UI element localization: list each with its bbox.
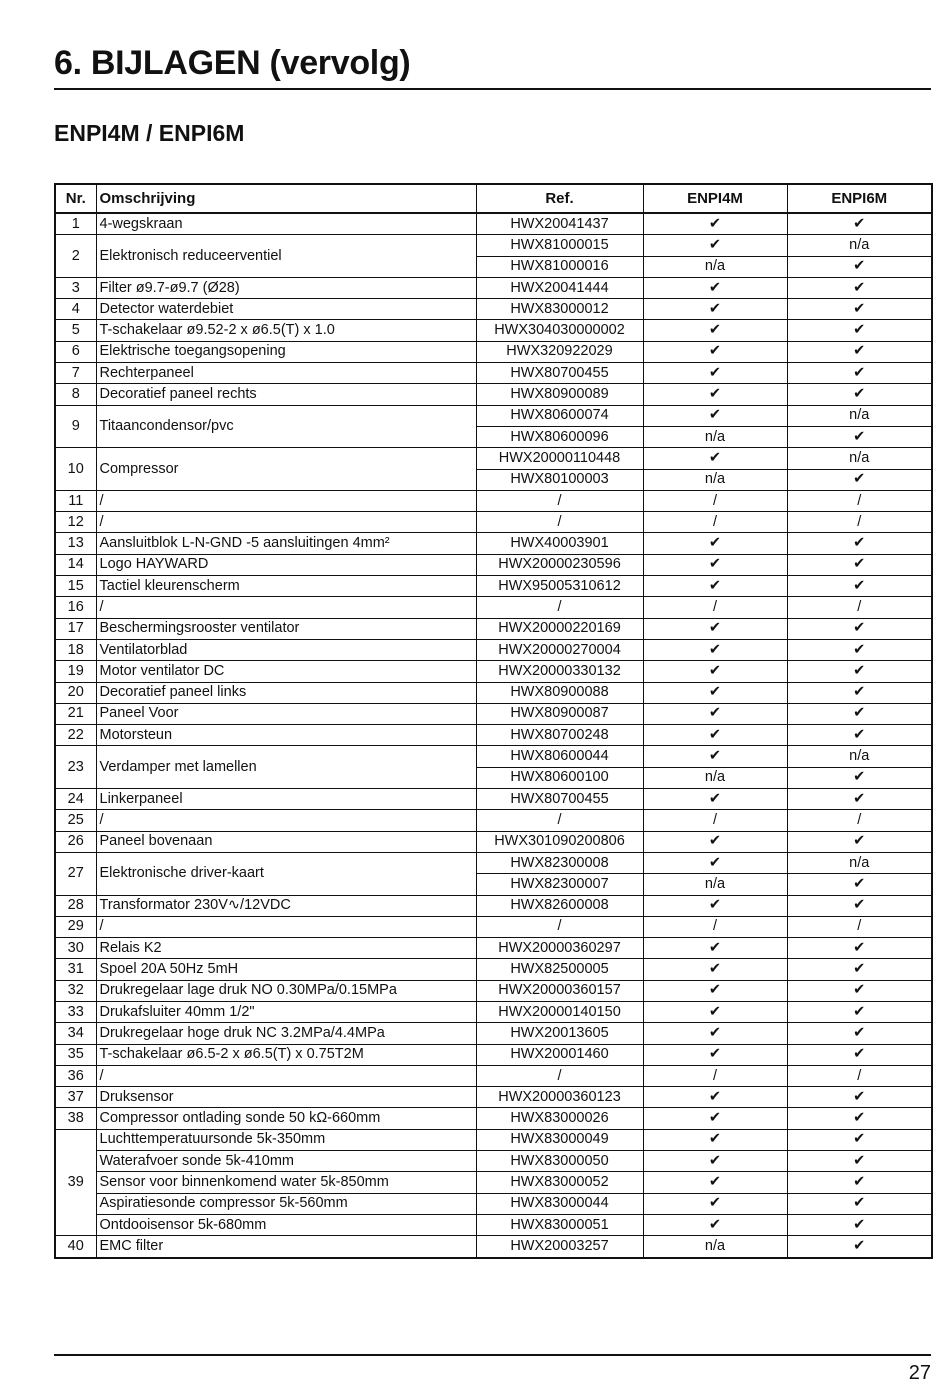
enpi6m-availability: n/a bbox=[787, 448, 932, 469]
item-number: 3 bbox=[55, 277, 96, 298]
table-row bbox=[55, 980, 932, 1001]
item-number: 36 bbox=[55, 1065, 96, 1086]
item-reference: HWX82300008 bbox=[476, 852, 643, 873]
item-reference: HWX80600096 bbox=[476, 426, 643, 447]
enpi4m-availability: n/a bbox=[643, 426, 787, 447]
table-row bbox=[55, 1236, 932, 1258]
enpi6m-availability: ✔ bbox=[787, 426, 932, 447]
title-divider bbox=[54, 88, 931, 90]
table-row bbox=[55, 490, 932, 511]
enpi6m-availability: ✔ bbox=[787, 1193, 932, 1214]
item-number: 24 bbox=[55, 789, 96, 810]
item-reference: HWX80900088 bbox=[476, 682, 643, 703]
item-reference: HWX20041437 bbox=[476, 213, 643, 235]
item-reference: / bbox=[476, 1065, 643, 1086]
enpi6m-availability: ✔ bbox=[787, 277, 932, 298]
table-row bbox=[55, 639, 932, 660]
enpi6m-availability: / bbox=[787, 1065, 932, 1086]
enpi6m-availability: / bbox=[787, 512, 932, 533]
table-row bbox=[55, 831, 932, 852]
enpi6m-availability: ✔ bbox=[787, 959, 932, 980]
item-reference: HWX82500005 bbox=[476, 959, 643, 980]
enpi4m-availability: ✔ bbox=[643, 576, 787, 597]
table-row bbox=[55, 810, 932, 831]
item-reference: HWX80700248 bbox=[476, 725, 643, 746]
item-number: 31 bbox=[55, 959, 96, 980]
enpi6m-availability: ✔ bbox=[787, 533, 932, 554]
item-description: / bbox=[96, 916, 476, 937]
item-description: Ontdooisensor 5k-680mm bbox=[96, 1214, 476, 1235]
enpi6m-availability: / bbox=[787, 597, 932, 618]
item-reference: HWX20000230596 bbox=[476, 554, 643, 575]
table-header-row bbox=[55, 184, 932, 213]
item-number: 16 bbox=[55, 597, 96, 618]
enpi6m-availability: ✔ bbox=[787, 639, 932, 660]
item-description: / bbox=[96, 810, 476, 831]
item-reference: HWX301090200806 bbox=[476, 831, 643, 852]
enpi4m-availability: ✔ bbox=[643, 1001, 787, 1022]
item-number: 14 bbox=[55, 554, 96, 575]
item-description: Drukregelaar lage druk NO 0.30MPa/0.15MPa bbox=[96, 980, 476, 1001]
enpi6m-availability: ✔ bbox=[787, 384, 932, 405]
item-description: Aansluitblok L-N-GND -5 aansluitingen 4mm² bbox=[96, 533, 476, 554]
table-row bbox=[55, 512, 932, 533]
item-number: 10 bbox=[55, 448, 96, 491]
enpi4m-availability: ✔ bbox=[643, 639, 787, 660]
enpi4m-availability: ✔ bbox=[643, 618, 787, 639]
enpi4m-availability: / bbox=[643, 916, 787, 937]
item-number: 21 bbox=[55, 703, 96, 724]
enpi6m-availability: ✔ bbox=[787, 831, 932, 852]
enpi4m-availability: ✔ bbox=[643, 980, 787, 1001]
item-number: 7 bbox=[55, 363, 96, 384]
item-number: 11 bbox=[55, 490, 96, 511]
enpi4m-availability: / bbox=[643, 810, 787, 831]
enpi6m-availability: / bbox=[787, 810, 932, 831]
item-reference: HWX83000044 bbox=[476, 1193, 643, 1214]
item-number: 19 bbox=[55, 661, 96, 682]
item-description: / bbox=[96, 597, 476, 618]
item-description: Drukregelaar hoge druk NC 3.2MPa/4.4MPa bbox=[96, 1023, 476, 1044]
item-number: 34 bbox=[55, 1023, 96, 1044]
item-number: 8 bbox=[55, 384, 96, 405]
enpi4m-availability: ✔ bbox=[643, 661, 787, 682]
table-row bbox=[55, 1087, 932, 1108]
item-description: / bbox=[96, 512, 476, 533]
item-reference: / bbox=[476, 512, 643, 533]
page-title: 6. BIJLAGEN (vervolg) bbox=[54, 44, 411, 82]
enpi4m-availability: ✔ bbox=[643, 895, 787, 916]
enpi4m-availability: ✔ bbox=[643, 725, 787, 746]
item-reference: HWX320922029 bbox=[476, 341, 643, 362]
item-description: Relais K2 bbox=[96, 938, 476, 959]
item-number: 20 bbox=[55, 682, 96, 703]
enpi4m-availability: ✔ bbox=[643, 533, 787, 554]
item-reference: / bbox=[476, 810, 643, 831]
item-description: Elektronische driver-kaart bbox=[96, 852, 476, 895]
item-description: 4-wegskraan bbox=[96, 213, 476, 235]
item-description: Motorsteun bbox=[96, 725, 476, 746]
item-number: 35 bbox=[55, 1044, 96, 1065]
item-description: Filter ø9.7-ø9.7 (Ø28) bbox=[96, 277, 476, 298]
item-reference: HWX83000049 bbox=[476, 1129, 643, 1150]
enpi4m-availability: ✔ bbox=[643, 1151, 787, 1172]
enpi4m-availability: ✔ bbox=[643, 1129, 787, 1150]
enpi6m-availability: ✔ bbox=[787, 363, 932, 384]
enpi4m-availability: ✔ bbox=[643, 1108, 787, 1129]
column-header-nr: Nr. bbox=[55, 184, 96, 213]
table-row bbox=[55, 1214, 932, 1235]
table-row bbox=[55, 384, 932, 405]
item-number: 39 bbox=[55, 1129, 96, 1235]
table-row bbox=[55, 1001, 932, 1022]
item-description: Logo HAYWARD bbox=[96, 554, 476, 575]
enpi4m-availability: ✔ bbox=[643, 682, 787, 703]
table-row bbox=[55, 1065, 932, 1086]
enpi4m-availability: / bbox=[643, 490, 787, 511]
item-reference: HWX80900089 bbox=[476, 384, 643, 405]
enpi6m-availability: ✔ bbox=[787, 703, 932, 724]
table-row bbox=[55, 363, 932, 384]
item-reference: HWX80700455 bbox=[476, 363, 643, 384]
enpi6m-availability: ✔ bbox=[787, 341, 932, 362]
item-description: Drukafsluiter 40mm 1/2" bbox=[96, 1001, 476, 1022]
enpi4m-availability: ✔ bbox=[643, 831, 787, 852]
enpi4m-availability: ✔ bbox=[643, 1214, 787, 1235]
enpi4m-availability: ✔ bbox=[643, 384, 787, 405]
item-description: Elektrische toegangsopening bbox=[96, 341, 476, 362]
enpi4m-availability: ✔ bbox=[643, 1193, 787, 1214]
item-description: Transformator 230V∿/12VDC bbox=[96, 895, 476, 916]
item-reference: HWX81000015 bbox=[476, 235, 643, 256]
item-description: Paneel bovenaan bbox=[96, 831, 476, 852]
item-reference: HWX20013605 bbox=[476, 1023, 643, 1044]
item-description: / bbox=[96, 1065, 476, 1086]
item-reference: HWX83000052 bbox=[476, 1172, 643, 1193]
enpi6m-availability: n/a bbox=[787, 746, 932, 767]
item-description: EMC filter bbox=[96, 1236, 476, 1258]
item-reference: HWX20000140150 bbox=[476, 1001, 643, 1022]
enpi6m-availability: ✔ bbox=[787, 1172, 932, 1193]
item-description: Verdamper met lamellen bbox=[96, 746, 476, 789]
item-description: Compressor ontlading sonde 50 kΩ-660mm bbox=[96, 1108, 476, 1129]
table-row bbox=[55, 1023, 932, 1044]
item-reference: HWX80600074 bbox=[476, 405, 643, 426]
enpi6m-availability: ✔ bbox=[787, 938, 932, 959]
item-reference: / bbox=[476, 597, 643, 618]
item-number: 15 bbox=[55, 576, 96, 597]
parts-table bbox=[54, 183, 933, 1259]
item-number: 5 bbox=[55, 320, 96, 341]
page-number: 27 bbox=[908, 1362, 931, 1384]
enpi4m-availability: n/a bbox=[643, 256, 787, 277]
enpi6m-availability: ✔ bbox=[787, 299, 932, 320]
item-description: Waterafvoer sonde 5k-410mm bbox=[96, 1151, 476, 1172]
table-row bbox=[55, 1151, 932, 1172]
enpi4m-availability: n/a bbox=[643, 767, 787, 788]
table-row bbox=[55, 320, 932, 341]
enpi6m-availability: / bbox=[787, 490, 932, 511]
enpi6m-availability: / bbox=[787, 916, 932, 937]
table-row bbox=[55, 1172, 932, 1193]
enpi6m-availability: ✔ bbox=[787, 256, 932, 277]
item-reference: HWX80600044 bbox=[476, 746, 643, 767]
enpi6m-availability: ✔ bbox=[787, 1001, 932, 1022]
item-description: Compressor bbox=[96, 448, 476, 491]
item-description: T-schakelaar ø9.52-2 x ø6.5(T) x 1.0 bbox=[96, 320, 476, 341]
item-number: 6 bbox=[55, 341, 96, 362]
enpi6m-availability: ✔ bbox=[787, 320, 932, 341]
item-reference: HWX83000051 bbox=[476, 1214, 643, 1235]
enpi6m-availability: ✔ bbox=[787, 618, 932, 639]
item-reference: HWX80100003 bbox=[476, 469, 643, 490]
table-row bbox=[55, 405, 932, 426]
item-description: / bbox=[96, 490, 476, 511]
table-row bbox=[55, 938, 932, 959]
item-description: Motor ventilator DC bbox=[96, 661, 476, 682]
item-description: Sensor voor binnenkomend water 5k-850mm bbox=[96, 1172, 476, 1193]
item-number: 28 bbox=[55, 895, 96, 916]
column-header-description: Omschrijving bbox=[96, 184, 476, 213]
item-reference: HWX20000270004 bbox=[476, 639, 643, 660]
column-header-ref: Ref. bbox=[476, 184, 643, 213]
enpi6m-availability: ✔ bbox=[787, 1023, 932, 1044]
section-subtitle: ENPI4M / ENPI6M bbox=[54, 120, 245, 146]
item-number: 38 bbox=[55, 1108, 96, 1129]
enpi4m-availability: ✔ bbox=[643, 235, 787, 256]
item-reference: HWX40003901 bbox=[476, 533, 643, 554]
enpi6m-availability: ✔ bbox=[787, 767, 932, 788]
item-number: 29 bbox=[55, 916, 96, 937]
enpi4m-availability: ✔ bbox=[643, 363, 787, 384]
enpi4m-availability: ✔ bbox=[643, 1172, 787, 1193]
table-row bbox=[55, 959, 932, 980]
table-row bbox=[55, 852, 932, 873]
enpi6m-availability: ✔ bbox=[787, 895, 932, 916]
item-description: Detector waterdebiet bbox=[96, 299, 476, 320]
enpi4m-availability: ✔ bbox=[643, 746, 787, 767]
table-row bbox=[55, 533, 932, 554]
enpi4m-availability: ✔ bbox=[643, 213, 787, 235]
table-row bbox=[55, 576, 932, 597]
enpi6m-availability: ✔ bbox=[787, 1129, 932, 1150]
item-number: 32 bbox=[55, 980, 96, 1001]
enpi4m-availability: ✔ bbox=[643, 938, 787, 959]
enpi6m-availability: ✔ bbox=[787, 1108, 932, 1129]
item-number: 22 bbox=[55, 725, 96, 746]
item-description: Paneel Voor bbox=[96, 703, 476, 724]
enpi6m-availability: ✔ bbox=[787, 682, 932, 703]
item-number: 40 bbox=[55, 1236, 96, 1258]
column-header-enpi4m: ENPI4M bbox=[643, 184, 787, 213]
item-description: Tactiel kleurenscherm bbox=[96, 576, 476, 597]
item-reference: HWX20000330132 bbox=[476, 661, 643, 682]
item-description: Linkerpaneel bbox=[96, 789, 476, 810]
enpi4m-availability: ✔ bbox=[643, 320, 787, 341]
enpi6m-availability: n/a bbox=[787, 852, 932, 873]
table-row bbox=[55, 682, 932, 703]
item-number: 12 bbox=[55, 512, 96, 533]
enpi4m-availability: ✔ bbox=[643, 703, 787, 724]
table-row bbox=[55, 299, 932, 320]
enpi6m-availability: ✔ bbox=[787, 725, 932, 746]
table-row bbox=[55, 235, 932, 256]
item-description: Decoratief paneel rechts bbox=[96, 384, 476, 405]
item-reference: HWX83000012 bbox=[476, 299, 643, 320]
enpi6m-availability: ✔ bbox=[787, 980, 932, 1001]
enpi4m-availability: ✔ bbox=[643, 1044, 787, 1065]
item-reference: HWX82300007 bbox=[476, 874, 643, 895]
enpi6m-availability: ✔ bbox=[787, 789, 932, 810]
table-row bbox=[55, 703, 932, 724]
item-reference: HWX20041444 bbox=[476, 277, 643, 298]
item-description: Luchttemperatuursonde 5k-350mm bbox=[96, 1129, 476, 1150]
enpi6m-availability: ✔ bbox=[787, 469, 932, 490]
table-row bbox=[55, 1108, 932, 1129]
table-row bbox=[55, 618, 932, 639]
item-number: 23 bbox=[55, 746, 96, 789]
item-reference: HWX80700455 bbox=[476, 789, 643, 810]
parts-table-body bbox=[55, 213, 932, 1258]
item-description: T-schakelaar ø6.5-2 x ø6.5(T) x 0.75T2M bbox=[96, 1044, 476, 1065]
item-reference: HWX82600008 bbox=[476, 895, 643, 916]
footer-divider bbox=[54, 1354, 931, 1356]
enpi6m-availability: ✔ bbox=[787, 213, 932, 235]
item-description: Ventilatorblad bbox=[96, 639, 476, 660]
item-number: 17 bbox=[55, 618, 96, 639]
item-reference: HWX20000360297 bbox=[476, 938, 643, 959]
enpi4m-availability: ✔ bbox=[643, 277, 787, 298]
item-number: 1 bbox=[55, 213, 96, 235]
enpi4m-availability: / bbox=[643, 1065, 787, 1086]
item-reference: / bbox=[476, 916, 643, 937]
table-row bbox=[55, 341, 932, 362]
enpi6m-availability: ✔ bbox=[787, 1236, 932, 1258]
table-row bbox=[55, 746, 932, 767]
enpi6m-availability: n/a bbox=[787, 405, 932, 426]
table-row bbox=[55, 554, 932, 575]
item-description: Beschermingsrooster ventilator bbox=[96, 618, 476, 639]
item-reference: HWX95005310612 bbox=[476, 576, 643, 597]
enpi6m-availability: ✔ bbox=[787, 1151, 932, 1172]
item-description: Druksensor bbox=[96, 1087, 476, 1108]
table-row bbox=[55, 597, 932, 618]
table-row bbox=[55, 277, 932, 298]
enpi6m-availability: ✔ bbox=[787, 874, 932, 895]
column-header-enpi6m: ENPI6M bbox=[787, 184, 932, 213]
enpi4m-availability: ✔ bbox=[643, 554, 787, 575]
table-row bbox=[55, 1044, 932, 1065]
enpi6m-availability: ✔ bbox=[787, 576, 932, 597]
table-row bbox=[55, 916, 932, 937]
item-reference: HWX20001460 bbox=[476, 1044, 643, 1065]
enpi6m-availability: n/a bbox=[787, 235, 932, 256]
item-number: 30 bbox=[55, 938, 96, 959]
item-reference: HWX20000220169 bbox=[476, 618, 643, 639]
enpi4m-availability: ✔ bbox=[643, 341, 787, 362]
enpi4m-availability: ✔ bbox=[643, 405, 787, 426]
item-reference: HWX83000050 bbox=[476, 1151, 643, 1172]
item-number: 37 bbox=[55, 1087, 96, 1108]
item-description: Rechterpaneel bbox=[96, 363, 476, 384]
enpi4m-availability: n/a bbox=[643, 874, 787, 895]
table-row bbox=[55, 213, 932, 235]
item-number: 27 bbox=[55, 852, 96, 895]
item-reference: HWX20000360157 bbox=[476, 980, 643, 1001]
item-reference: HWX80600100 bbox=[476, 767, 643, 788]
enpi6m-availability: ✔ bbox=[787, 1044, 932, 1065]
item-number: 13 bbox=[55, 533, 96, 554]
item-description: Spoel 20A 50Hz 5mH bbox=[96, 959, 476, 980]
table-row bbox=[55, 789, 932, 810]
item-number: 25 bbox=[55, 810, 96, 831]
item-number: 4 bbox=[55, 299, 96, 320]
item-reference: HWX304030000002 bbox=[476, 320, 643, 341]
enpi4m-availability: / bbox=[643, 512, 787, 533]
enpi4m-availability: ✔ bbox=[643, 1087, 787, 1108]
item-description: Decoratief paneel links bbox=[96, 682, 476, 703]
item-number: 33 bbox=[55, 1001, 96, 1022]
enpi4m-availability: n/a bbox=[643, 1236, 787, 1258]
item-reference: HWX83000026 bbox=[476, 1108, 643, 1129]
enpi4m-availability: ✔ bbox=[643, 448, 787, 469]
table-row bbox=[55, 895, 932, 916]
table-row bbox=[55, 448, 932, 469]
enpi6m-availability: ✔ bbox=[787, 554, 932, 575]
item-reference: HWX20000360123 bbox=[476, 1087, 643, 1108]
table-row bbox=[55, 1193, 932, 1214]
enpi6m-availability: ✔ bbox=[787, 1214, 932, 1235]
enpi4m-availability: ✔ bbox=[643, 959, 787, 980]
enpi6m-availability: ✔ bbox=[787, 1087, 932, 1108]
item-description: Aspiratiesonde compressor 5k-560mm bbox=[96, 1193, 476, 1214]
table-row bbox=[55, 725, 932, 746]
item-description: Titaancondensor/pvc bbox=[96, 405, 476, 448]
enpi6m-availability: ✔ bbox=[787, 661, 932, 682]
item-number: 9 bbox=[55, 405, 96, 448]
table-row bbox=[55, 661, 932, 682]
item-reference: HWX80900087 bbox=[476, 703, 643, 724]
item-number: 26 bbox=[55, 831, 96, 852]
table-row bbox=[55, 1129, 932, 1150]
enpi4m-availability: ✔ bbox=[643, 852, 787, 873]
item-reference: HWX20003257 bbox=[476, 1236, 643, 1258]
item-reference: / bbox=[476, 490, 643, 511]
item-description: Elektronisch reduceerventiel bbox=[96, 235, 476, 278]
item-reference: HWX81000016 bbox=[476, 256, 643, 277]
item-number: 18 bbox=[55, 639, 96, 660]
enpi4m-availability: / bbox=[643, 597, 787, 618]
enpi4m-availability: n/a bbox=[643, 469, 787, 490]
enpi4m-availability: ✔ bbox=[643, 299, 787, 320]
enpi4m-availability: ✔ bbox=[643, 1023, 787, 1044]
enpi4m-availability: ✔ bbox=[643, 789, 787, 810]
item-number: 2 bbox=[55, 235, 96, 278]
item-reference: HWX20000110448 bbox=[476, 448, 643, 469]
